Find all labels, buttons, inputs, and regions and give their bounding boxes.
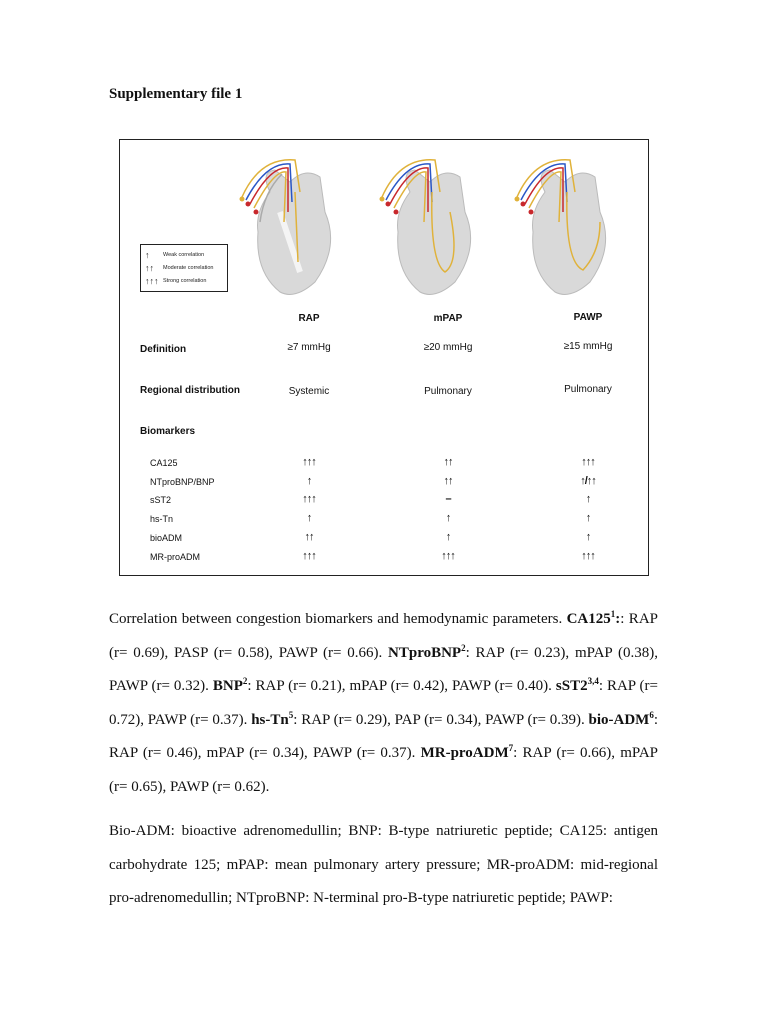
biomarker-label: MR-proADM: [150, 552, 201, 562]
caption-colon: :: [615, 611, 621, 627]
caption-bnp: BNP: [212, 678, 243, 694]
caption-bioadm-ref: 6: [649, 709, 654, 720]
caption-mrproadm-ref: 7: [508, 743, 514, 753]
legend-row-moderate: [145, 261, 223, 274]
biomarker-arrows-rap: ↑: [306, 512, 312, 524]
caption-mrproadm: MR-proADM: [420, 745, 509, 761]
figure-caption: [109, 603, 658, 804]
biomarker-label: sST2: [150, 495, 172, 505]
biomarker-arrows-mpap: –: [445, 493, 451, 505]
caption-sst2-ref: 3,4: [587, 676, 599, 686]
biomarker-arrows-rap: ↑↑↑: [302, 493, 316, 505]
column-header-rap: RAP: [298, 313, 320, 324]
caption-intro: Correlation between congestion biomarkers and hemodynamic parameters.: [109, 611, 567, 627]
biomarker-arrows-rap: ↑↑↑: [302, 550, 316, 562]
biomarker-label: bioADM: [150, 533, 183, 543]
caption-mrproadm-text: : RAP (r= 0.66), mPAP (r= 0.65), PAWP (r= 0.62).: [109, 745, 659, 795]
biomarker-arrows-rap: ↑↑↑: [302, 456, 316, 468]
biomarker-arrows-mpap: ↑↑↑: [441, 550, 455, 562]
definition-mpap: ≥20 mmHg: [423, 342, 473, 353]
caption-sst2: sST2: [555, 678, 588, 694]
caption-bioadm-text: : RAP (r= 0.46), mPAP (r= 0.34), PAWP (r= 0.37).: [109, 711, 659, 761]
legend-arrow: ↑↑↑: [145, 275, 159, 286]
legend-arrow: ↑: [145, 249, 150, 260]
biomarker-label: CA125: [150, 458, 178, 468]
caption-ntprobnp-ref: 2: [461, 642, 466, 653]
caption-ntprobnp: NTproBNP: [388, 644, 462, 661]
row-label-regional-distribution: Regional distribution: [140, 385, 240, 396]
legend-label: Strong correlation: [163, 277, 207, 284]
caption-sst2-text: : RAP (r= 0.72), PAWP (r= 0.37).: [109, 678, 658, 728]
legend-label: Weak correlation: [163, 251, 205, 258]
heart-illustration-rap: [230, 152, 350, 302]
biomarker-arrows-pawp: ↑: [585, 531, 591, 543]
caption-bnp-ref: 2: [242, 676, 248, 686]
supplementary-title: Supplementary file 1: [109, 86, 243, 102]
biomarker-arrows-pawp: ↑/↑↑: [580, 475, 596, 487]
caption-hstn-ref: 5: [288, 709, 294, 720]
legend-row-weak: [145, 248, 223, 261]
row-label-definition: Definition: [140, 344, 187, 355]
caption-bioadm: bio-ADM: [588, 711, 650, 728]
biomarkers-heading: Biomarkers: [140, 426, 196, 437]
definition-rap: ≥7 mmHg: [287, 342, 331, 353]
legend-row-strong: [145, 274, 223, 287]
biomarker-arrows-pawp: ↑: [585, 512, 591, 524]
biomarker-label: NTproBNP/BNP: [150, 477, 215, 487]
biomarker-arrows-rap: ↑↑: [304, 531, 314, 543]
biomarker-arrows-rap: ↑: [306, 475, 312, 487]
heart-illustration-mpap: [370, 152, 490, 302]
biomarker-arrows-mpap: ↑: [445, 531, 451, 543]
biomarker-label: hs-Tn: [150, 514, 174, 524]
caption-hstn: hs-Tn: [251, 711, 289, 728]
caption-ca125: CA125: [566, 611, 611, 627]
column-header-mpap: mPAP: [433, 313, 463, 324]
distribution-rap: Systemic: [288, 386, 330, 397]
biomarker-arrows-pawp: ↑↑↑: [581, 456, 595, 468]
caption-ntprobnp-text: : RAP (r= 0.23), mPAP (0.38), PAWP (r= 0.32).: [109, 644, 658, 694]
column-header-pawp: PAWP: [573, 312, 603, 323]
definition-pawp: ≥15 mmHg: [563, 341, 613, 352]
abbreviations-paragraph: Bio-ADM: bioactive adrenomedullin; BNP: B-type natriuretic peptide; CA125: antigen carbohydrate 125; mPAP: mean pulmonary artery pressure; MR-proADM: mid-regional pro-adrenomedullin; NTproBNP: N-terminal pro-B-type natriuretic peptide; PAWP:: [109, 823, 658, 906]
caption-hstn-text: : RAP (r= 0.29), PAP (r= 0.34), PAWP (r= 0.39).: [293, 711, 589, 728]
biomarker-arrows-pawp: ↑: [585, 493, 591, 505]
correlation-legend: [140, 244, 228, 292]
caption-ca125-text: : RAP (r= 0.69), PASP (r= 0.58), PAWP (r= 0.66).: [109, 611, 658, 661]
distribution-mpap: Pulmonary: [424, 386, 472, 397]
legend-label: Moderate correlation: [163, 264, 214, 271]
heart-illustration-pawp: [505, 152, 625, 302]
legend-arrow: ↑↑: [145, 262, 154, 273]
biomarker-arrows-mpap: ↑↑: [443, 456, 453, 468]
caption-ca125-ref: 1: [610, 609, 616, 619]
biomarker-arrows-mpap: ↑: [445, 512, 451, 524]
distribution-pawp: Pulmonary: [564, 384, 612, 395]
biomarker-arrows-mpap: ↑↑: [443, 475, 453, 487]
figure-panel: [119, 139, 649, 576]
caption-bnp-text: : RAP (r= 0.21), mPAP (r= 0.42), PAWP (r= 0.40).: [247, 678, 556, 694]
biomarker-arrows-pawp: ↑↑↑: [581, 550, 595, 562]
